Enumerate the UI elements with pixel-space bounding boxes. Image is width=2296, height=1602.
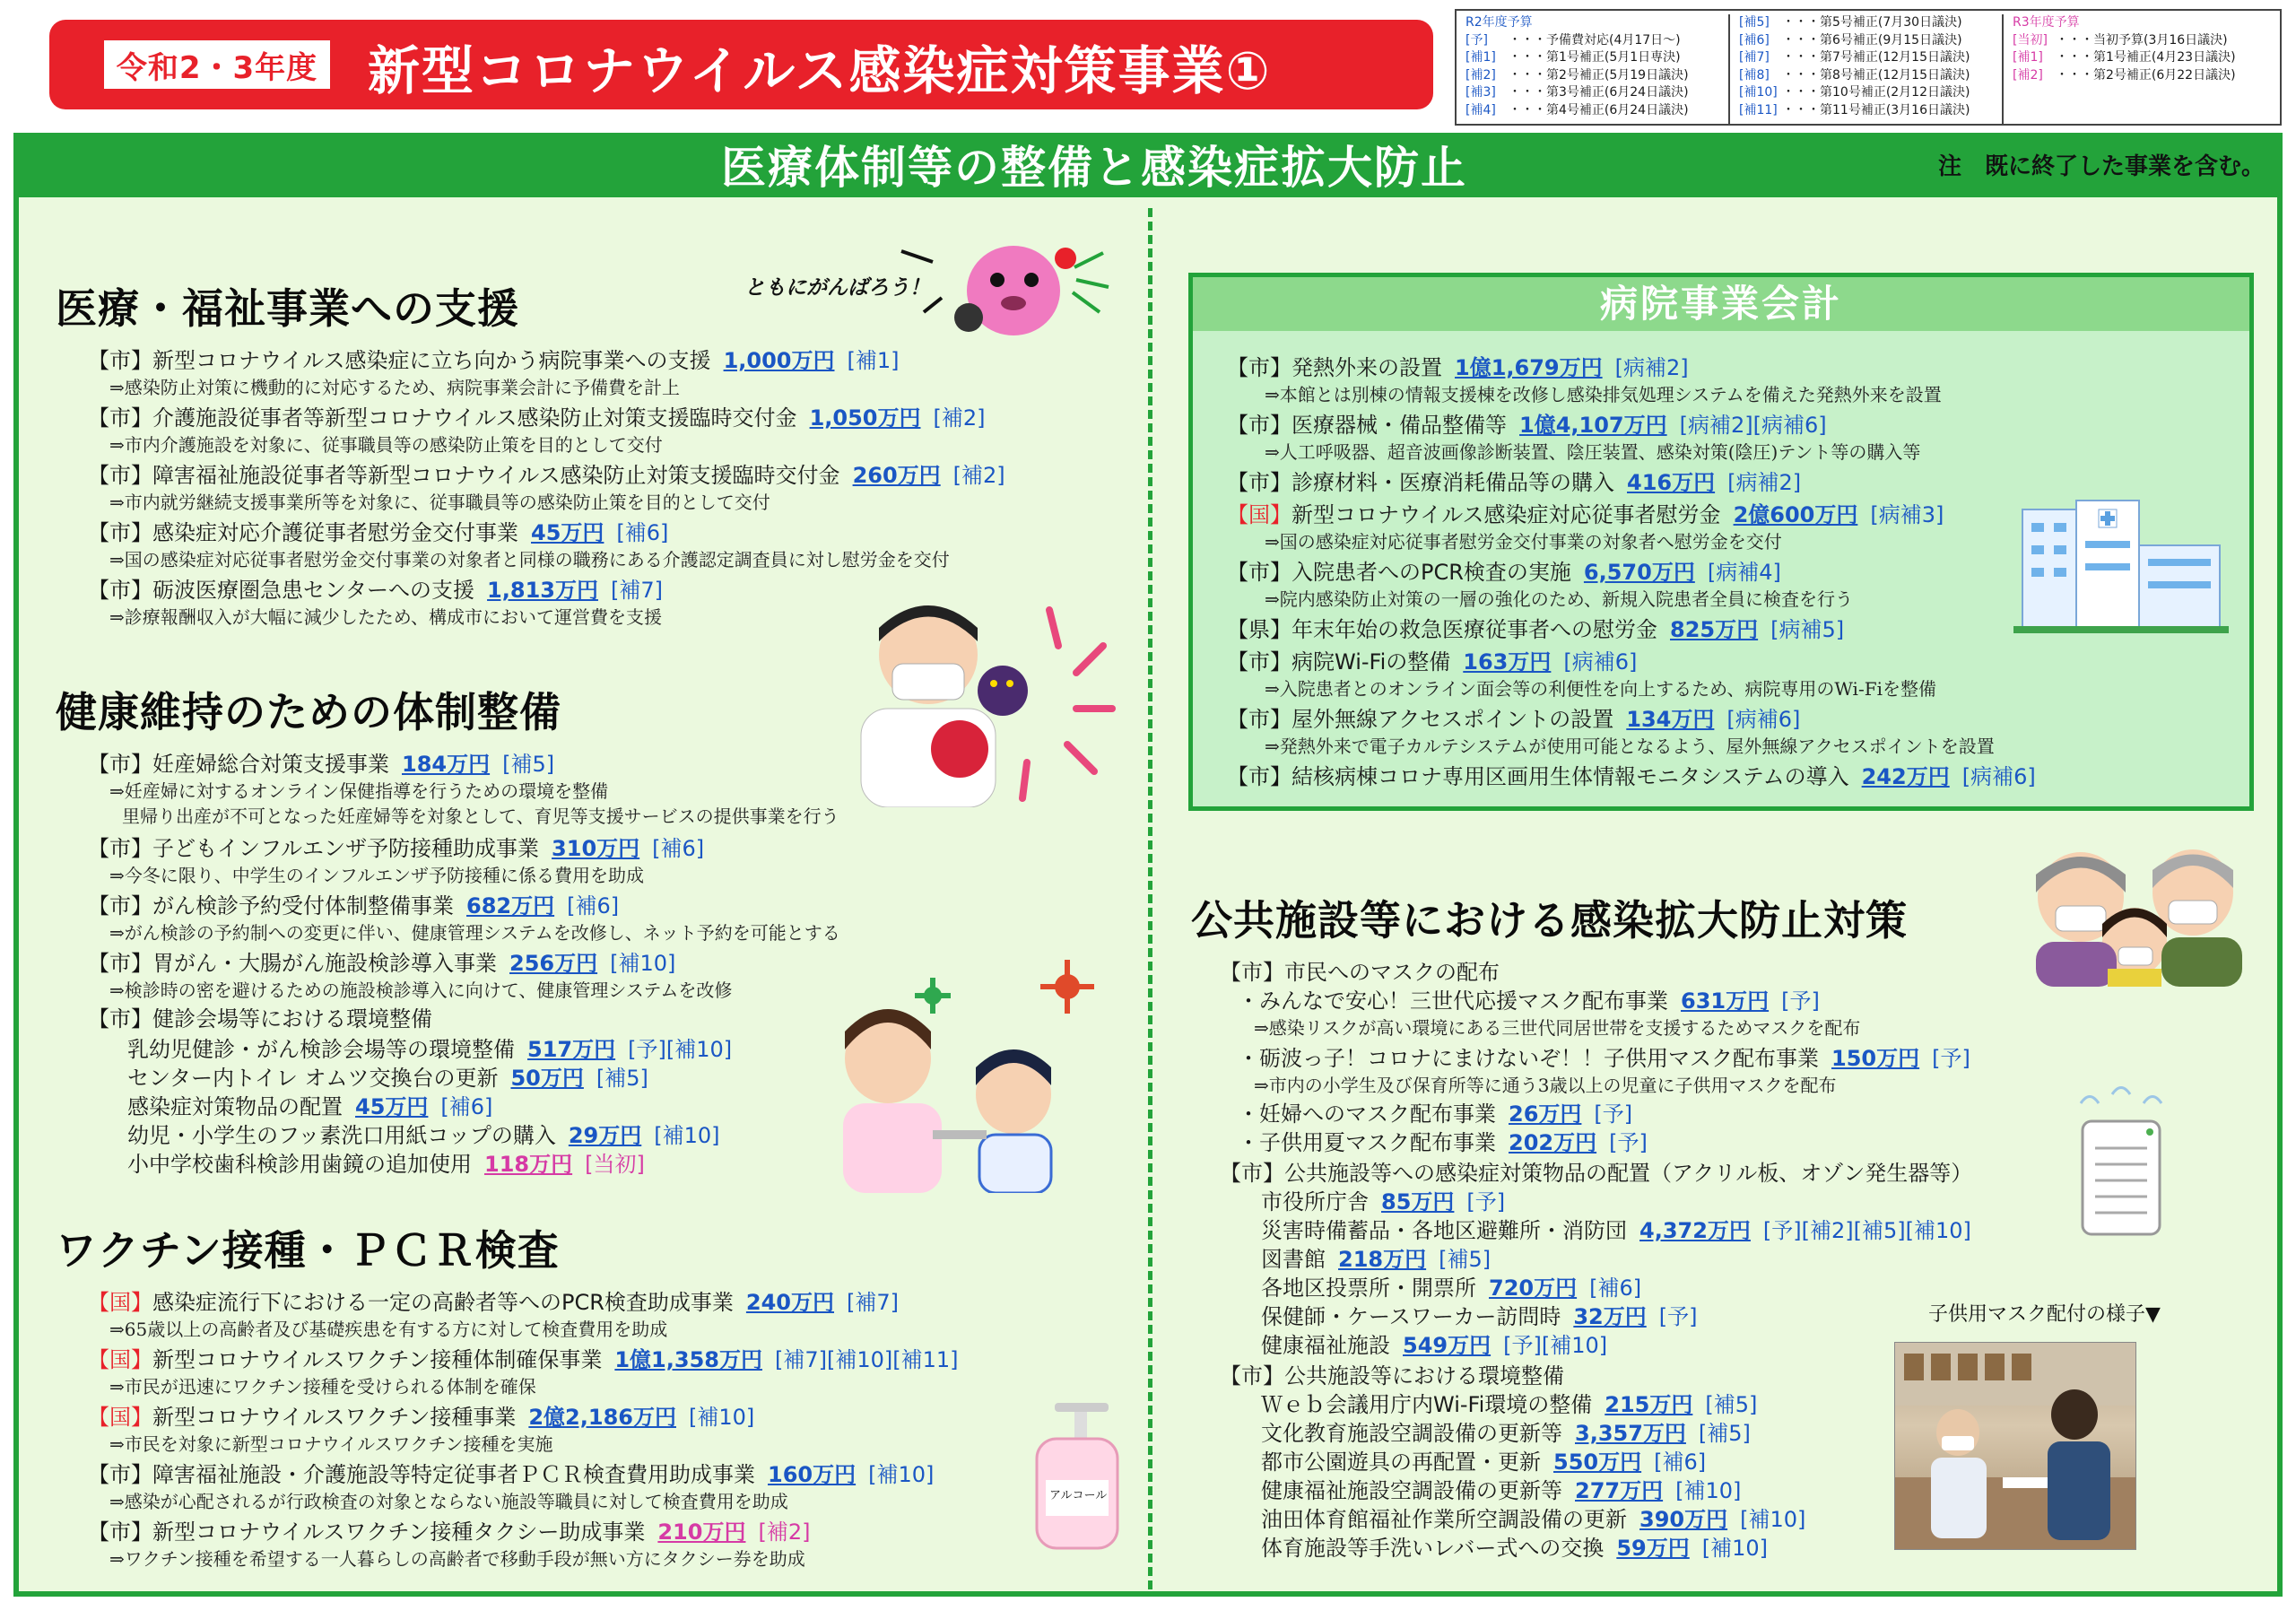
masked-family-icon — [2018, 843, 2251, 987]
list-item: 【市】子どもインフルエンザ予防接種助成事業 310万円 [補6] — [88, 836, 705, 861]
mask-distribution-photo — [1894, 1342, 2136, 1550]
list-item: 【市】新型コロナウイルスワクチン接種タクシー助成事業 210万円 [補2] — [88, 1519, 811, 1545]
legend-row: [補1] ・・・第1号補正(4月23日議決) — [2013, 50, 2236, 65]
item-note: 里帰り出産が不可となった妊産婦等を対象として、育児等支援サービスの提供事業を行う — [122, 805, 839, 827]
list-item: 【市】砺波医療圏急患センターへの支援 1,813万円 [補7] — [88, 578, 663, 603]
item-note: ⇒診療報酬収入が大幅に減少したため、構成市において運営費を支援 — [109, 606, 662, 628]
list-item: 【市】公共施設等における環境整備 — [1220, 1363, 1564, 1389]
item-note: ⇒院内感染防止対策の一層の強化のため、新規入院患者全員に検査を行う — [1265, 588, 1853, 610]
sub-item: 災害時備蓄品・各地区避難所・消防団 4,372万円 [予][補2][補5][補10] — [1261, 1218, 1971, 1243]
list-item: 【市】新型コロナウイルス感染症に立ち向かう病院事業への支援 1,000万円 [補1] — [88, 348, 900, 373]
item-note: ⇒国の感染症対応従事者慰労金交付事業の対象者と同様の職務にある介護認定調査員に対し慰労金を交付 — [109, 549, 950, 570]
legend-row: [補8] ・・・第8号補正(12月15日議決) — [1739, 67, 1970, 83]
item-note: ⇒妊産婦に対するオンライン保健指導を行うための環境を整備 — [109, 780, 609, 802]
vaccination-illustration-icon — [825, 960, 1121, 1193]
list-item: 【市】がん検診予約受付体制整備事業 682万円 [補6] — [88, 893, 620, 919]
list-item: ・子供用夏マスク配布事業 202万円 [予] — [1238, 1130, 1648, 1155]
legend-row: [補3] ・・・第3号補正(6月24日議決) — [1465, 85, 1689, 100]
item-note: ⇒65歳以上の高齢者及び基礎疾患を有する方に対して検査費用を助成 — [109, 1319, 668, 1340]
sub-item: 文化教育施設空調設備の更新等 3,357万円 [補5] — [1261, 1421, 1751, 1446]
section-heading-vaccine-pcr: ワクチン接種・ＰＣＲ検査 — [56, 1226, 560, 1275]
section-heading-medical-welfare: 医療・福祉事業への支援 — [56, 284, 519, 333]
item-note: ⇒市内の小学生及び保育所等に通う3歳以上の児童に子供用マスクを配布 — [1254, 1075, 1837, 1096]
list-item: 【市】妊産婦総合対策支援事業 184万円 [補5] — [88, 752, 555, 777]
sub-item: 小中学校歯科検診用歯鏡の追加使用 118万円 [当初] — [127, 1152, 645, 1177]
sub-item: 市役所庁舎 85万円 [予] — [1261, 1189, 1506, 1215]
list-item: 【国】感染症流行下における一定の高齢者等へのPCR検査助成事業 240万円 [補7] — [88, 1290, 900, 1315]
legend-heading: R2年度予算 — [1465, 15, 1533, 30]
sub-item: 健康福祉施設空調設備の更新等 277万円 [補10] — [1261, 1478, 1742, 1503]
legend-row: [補6] ・・・第6号補正(9月15日議決) — [1739, 32, 1962, 48]
sanitizer-bottle-icon — [1019, 1399, 1126, 1552]
speech-bubble-text: ともにがんばろう！ — [744, 276, 930, 300]
list-item: 【市】病院Wi-Fiの整備 163万円 [病補6] — [1227, 649, 1638, 675]
item-note: ⇒市内就労継続支援事業所等を対象に、従事職員等の感染防止策を目的として交付 — [109, 492, 770, 513]
item-note: ⇒発熱外来で電子カルテシステムが使用可能となるよう、屋外無線アクセスポイントを設置 — [1265, 736, 1995, 757]
list-item: 【市】感染症対応介護従事者慰労金交付事業 45万円 [補6] — [88, 520, 669, 545]
list-item: 【国】新型コロナウイルス感染症対応従事者慰労金 2億600万円 [病補3] — [1227, 502, 1944, 527]
section-heading-health-system: 健康維持のための体制整備 — [56, 688, 561, 736]
classroom-scene-icon — [1895, 1343, 2136, 1550]
list-item: 【市】屋外無線アクセスポイントの設置 134万円 [病補6] — [1227, 707, 1801, 732]
item-note: ⇒感染防止対策に機動的に対応するため、病院事業会計に予備費を計上 — [109, 377, 680, 398]
budget-legend — [1455, 9, 2282, 126]
list-item: 【市】結核病棟コロナ専用区画用生体情報モニタシステムの導入 242万円 [病補6] — [1227, 764, 2036, 789]
list-item: 【市】入院患者へのPCR検査の実施 6,570万円 [病補4] — [1227, 560, 1781, 585]
sub-item: 乳幼児健診・がん検診会場等の環境整備 517万円 [予][補10] — [127, 1037, 733, 1062]
item-note: ⇒市民が迅速にワクチン接種を受けられる体制を確保 — [109, 1376, 536, 1397]
photo-caption: 子供用マスク配付の様子▼ — [1928, 1303, 2161, 1326]
bottle-label: アルコール — [1049, 1489, 1108, 1502]
list-item: ・みんなで安心！三世代応援マスク配布事業 631万円 [予] — [1238, 988, 1820, 1014]
sub-item: 図書館 218万円 [補5] — [1261, 1247, 1492, 1272]
section-title: 医療体制等の整備と感染症拡大防止 — [721, 142, 1467, 194]
legend-row: [補4] ・・・第4号補正(6月24日議決) — [1465, 102, 1689, 118]
hospital-building-icon — [2013, 492, 2229, 635]
legend-row: [補5] ・・・第5号補正(7月30日議決) — [1739, 15, 1962, 30]
list-item: 【市】医療器械・備品整備等 1億4,107万円 [病補2][病補6] — [1227, 413, 1827, 438]
item-note: ⇒本館とは別棟の情報支援棟を改修し感染排気処理システムを備えた発熱外来を設置 — [1265, 384, 1942, 405]
item-note: ⇒市民を対象に新型コロナウイルスワクチン接種を実施 — [109, 1433, 553, 1455]
mascot-icon — [897, 235, 1117, 343]
list-item: 【市】市民へのマスクの配布 — [1220, 960, 1500, 985]
legend-row: [補2] ・・・第2号補正(6月22日議決) — [2013, 67, 2236, 83]
legend-row: [当初] ・・・当初予算(3月16日議決) — [2013, 32, 2228, 48]
column-divider — [1148, 208, 1152, 1589]
item-note: ⇒ワクチン接種を希望する一人暮らしの高齢者で移動手段が無い方にタクシー券を助成 — [109, 1548, 805, 1570]
sub-item: 感染症対策物品の配置 45万円 [補6] — [127, 1094, 493, 1119]
footnote: 注 既に終了した事業を含む。 — [1937, 153, 2265, 180]
list-item: 【国】新型コロナウイルスワクチン接種体制確保事業 1億1,358万円 [補7][補10][補11] — [88, 1347, 959, 1372]
sub-item: 保健師・ケースワーカー訪問時 32万円 [予] — [1261, 1304, 1698, 1329]
fiscal-year-tag: 令和2・3年度 — [101, 38, 333, 91]
list-item: 【市】障害福祉施設・介護施設等特定従事者ＰＣＲ検査費用助成事業 160万円 [補10] — [88, 1462, 935, 1487]
list-item: 【市】公共施設等への感染症対策物品の配置（アクリル板、オゾン発生器等） — [1220, 1161, 1973, 1186]
legend-column-r2 — [1457, 14, 1730, 124]
hospital-title: 病院事業会計 — [1599, 282, 1842, 326]
item-note: ⇒検診時の密を避けるための施設検診導入に向けて、健康管理システムを改修 — [109, 979, 733, 1001]
list-item: 【市】介護施設従事者等新型コロナウイルス感染防止対策支援臨時交付金 1,050万円 [補2] — [88, 405, 986, 431]
legend-column-r3 — [2004, 14, 2280, 124]
list-item: 【市】発熱外来の設置 1億1,679万円 [病補2] — [1227, 355, 1689, 380]
sub-item: 各地区投票所・開票所 720万円 [補6] — [1261, 1276, 1642, 1301]
item-note: ⇒人工呼吸器、超音波画像診断装置、陰圧装置、感染対策(陰圧)テント等の購入等 — [1265, 441, 1921, 463]
item-note: ⇒市内介護施設を対象に、従事職員等の感染防止策を目的として交付 — [109, 434, 663, 456]
item-note: ⇒国の感染症対応従事者慰労金交付事業の対象者へ慰労金を交付 — [1265, 531, 1782, 553]
legend-heading: R3年度予算 — [2013, 15, 2080, 30]
list-item: ・妊婦へのマスク配布事業 26万円 [予] — [1238, 1101, 1633, 1127]
list-item: 【市】障害福祉施設従事者等新型コロナウイルス感染防止対策支援臨時交付金 260万円 [補2] — [88, 463, 1005, 488]
list-item: 【国】新型コロナウイルスワクチン接種事業 2億2,186万円 [補10] — [88, 1405, 755, 1430]
sub-item: センター内トイレ オムツ交換台の更新 50万円 [補5] — [127, 1066, 648, 1091]
air-purifier-icon — [2063, 1085, 2179, 1238]
list-item: 【県】年末年始の救急医療従事者への慰労金 825万円 [病補5] — [1227, 617, 1845, 642]
section-heading-public-facilities: 公共施設等における感染拡大防止対策 — [1191, 896, 1908, 945]
sub-item: 幼児・小学生のフッ素洗口用紙コップの購入 29万円 [補10] — [127, 1123, 720, 1148]
sub-item: Ｗｅｂ会議用庁内Wi-Fi環境の整備 215万円 [補5] — [1261, 1392, 1758, 1417]
item-note: ⇒入院患者とのオンライン面会等の利便性を向上するため、病院専用のWi-Fiを整備 — [1265, 678, 1936, 700]
sub-item: 健康福祉施設 549万円 [予][補10] — [1261, 1333, 1608, 1358]
sub-item: 都市公園遊具の再配置・更新 550万円 [補6] — [1261, 1450, 1707, 1475]
list-item: 【市】健診会場等における環境整備 — [88, 1006, 432, 1032]
list-item: 【市】胃がん・大腸がん施設検診導入事業 256万円 [補10] — [88, 951, 676, 976]
legend-row: [予] ・・・予備費対応(4月17日〜) — [1465, 32, 1681, 48]
legend-row: [補1] ・・・第1号補正(5月1日専決) — [1465, 50, 1681, 65]
item-note: ⇒がん検診の予約制への変更に伴い、健康管理システムを改修し、ネット予約を可能とする — [109, 922, 840, 944]
list-item: ・砺波っ子！コロナにまけないぞ！！子供用マスク配布事業 150万円 [予] — [1238, 1046, 1970, 1071]
legend-row: [補11] ・・・第11号補正(3月16日議決) — [1739, 102, 1970, 118]
doctor-fighting-virus-icon — [843, 592, 1130, 807]
sub-item: 体育施設等手洗いレバー式への交換 59万円 [補10] — [1261, 1536, 1768, 1561]
list-item: 【市】診療材料・医療消耗備品等の購入 416万円 [病補2] — [1227, 470, 1802, 495]
legend-row: [補7] ・・・第7号補正(12月15日議決) — [1739, 50, 1970, 65]
sub-item: 油田体育館福祉作業所空調設備の更新 390万円 [補10] — [1261, 1507, 1806, 1532]
page-title: 新型コロナウイルス感染症対策事業① — [368, 40, 1272, 101]
legend-row: [補10] ・・・第10号補正(2月12日議決) — [1739, 85, 1970, 100]
legend-column-r2-cont — [1730, 14, 2004, 124]
item-note: ⇒今冬に限り、中学生のインフルエンザ予防接種に係る費用を助成 — [109, 865, 644, 886]
item-note: ⇒感染が心配されるが行政検査の対象とならない施設等職員に対して検査費用を助成 — [109, 1491, 788, 1512]
legend-row: [補2] ・・・第2号補正(5月19日議決) — [1465, 67, 1689, 83]
item-note: ⇒感染リスクが高い環境にある三世代同居世帯を支援するためマスクを配布 — [1254, 1017, 1861, 1039]
